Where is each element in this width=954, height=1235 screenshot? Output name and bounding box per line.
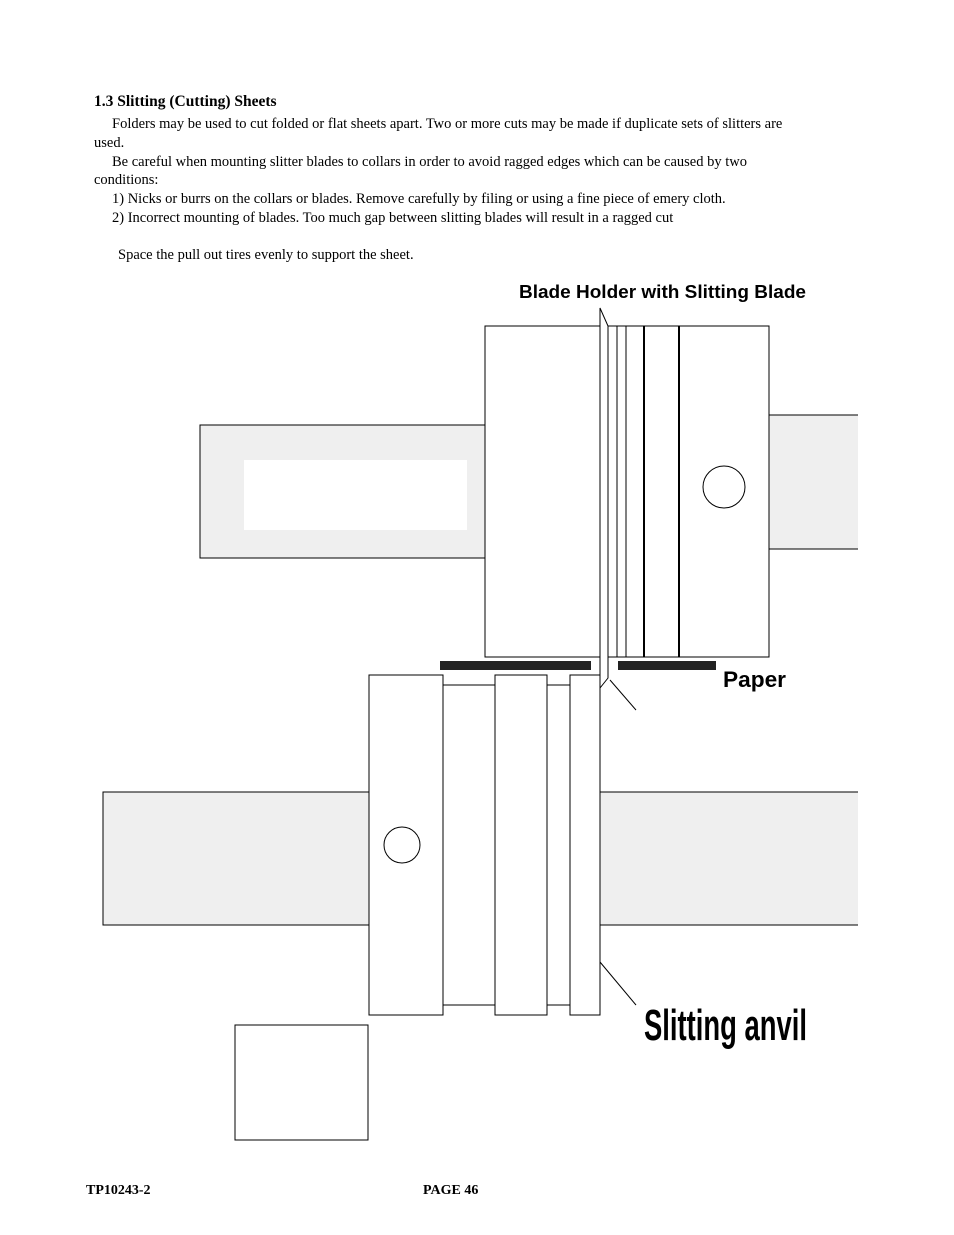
support-block — [235, 1025, 368, 1140]
blade-holder-left — [485, 326, 600, 657]
list-item-2: 2) Incorrect mounting of blades. Too much gap between slitting blades will result in a ragged cut — [112, 210, 674, 226]
slitting-anvil — [570, 675, 600, 1015]
paper-leader-line — [610, 680, 636, 710]
label-blade-holder: Blade Holder with Slitting Blade — [519, 282, 806, 302]
anvil-spacer-2 — [547, 685, 570, 1005]
footer-doc-number: TP10243-2 — [86, 1183, 151, 1198]
paragraph-1-line-2: used. — [94, 135, 125, 151]
paragraph-2-line-2: conditions: — [94, 172, 159, 188]
footer-page-number: PAGE 46 — [423, 1183, 479, 1198]
paragraph-3: Space the pull out tires evenly to support the sheet. — [118, 247, 414, 263]
list-item-1: 1) Nicks or burrs on the collars or blades. Remove carefully by filing or using a fine piece of emery cloth. — [112, 191, 726, 207]
upper-shaft-hole — [703, 466, 745, 508]
slitting-blade — [600, 308, 608, 688]
paragraph-2-line-1: Be careful when mounting slitter blades to collars in order to avoid ragged edges which can be caused by two — [112, 154, 747, 170]
paper-right — [618, 661, 716, 670]
paragraph-1-line-1: Folders may be used to cut folded or flat sheets apart. Two or more cuts may be made if duplicate sets of slitters are — [112, 116, 783, 132]
anvil-spacer-1 — [443, 685, 495, 1005]
section-heading: 1.3 Slitting (Cutting) Sheets — [94, 93, 277, 110]
upper-shaft-highlight — [244, 460, 467, 530]
anvil-ring — [495, 675, 547, 1015]
anvil-leader-line — [600, 962, 636, 1005]
upper-shaft-right — [769, 415, 858, 549]
label-paper: Paper — [723, 667, 787, 692]
lower-shaft-right — [600, 792, 858, 925]
lower-shaft-hole — [384, 827, 420, 863]
paper-left — [440, 661, 591, 670]
lower-shaft-left — [103, 792, 369, 925]
label-slitting-anvil: Slitting anvil — [644, 1001, 807, 1050]
